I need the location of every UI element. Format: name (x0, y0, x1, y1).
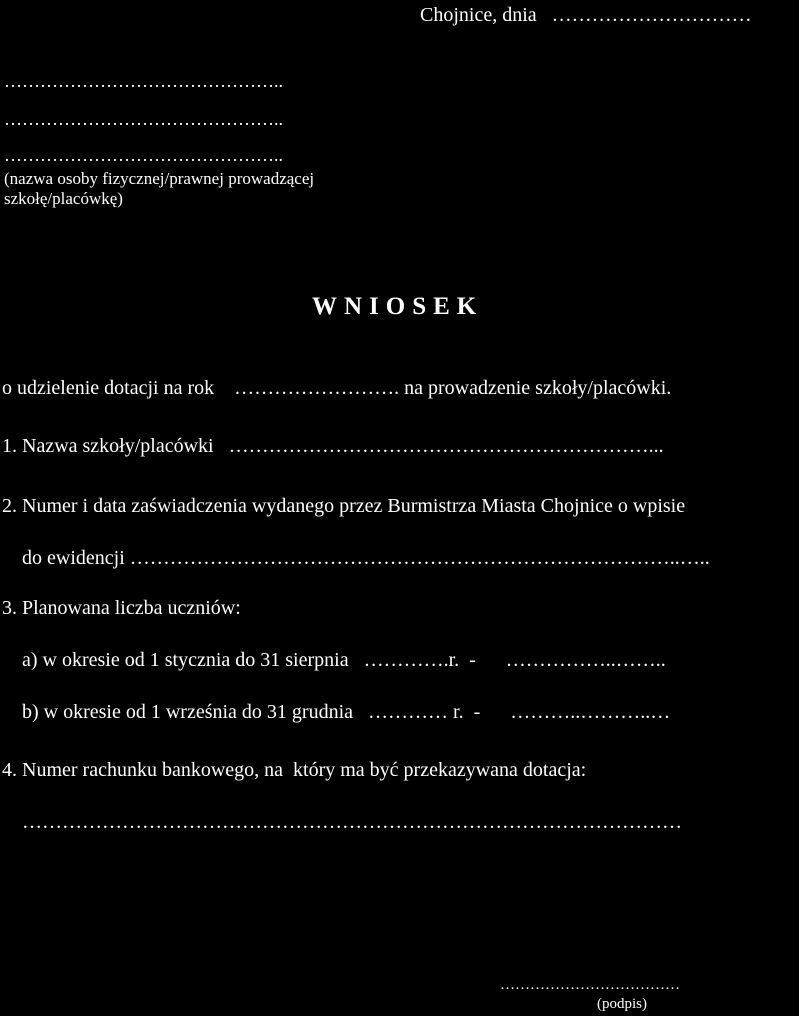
signature-caption: (podpis) (597, 996, 647, 1012)
item-4-dotted-line: ……………………………………………………………………………………… (22, 811, 682, 833)
item-3a-line: a) w okresie od 1 stycznia do 31 sierpnia ………….r. - ……………..…….. (22, 649, 666, 671)
applicant-dotted-line-3: ……………………………………….. (4, 145, 283, 165)
intro-line: o udzielenie dotacji na rok ……………………. na prowadzenie szkoły/placówki. (2, 377, 672, 399)
applicant-caption-line-2: szkołę/placówkę) (4, 189, 123, 208)
applicant-caption-line-1: (nazwa osoby fizycznej/prawnej prowadzącej (4, 169, 315, 188)
document-title: WNIOSEK (312, 293, 484, 320)
item-4-heading: 4. Numer rachunku bankowego, na który ma być przekazywana dotacja: (2, 759, 587, 781)
applicant-dotted-line-1: ……………………………………….. (4, 71, 283, 91)
item-3b-line: b) w okresie od 1 września do 31 grudnia ………… r. - ………..………..… (22, 701, 671, 723)
place-date-line: Chojnice, dnia ………………………… (420, 4, 752, 26)
signature-dotted-line: ……………………………… (500, 977, 680, 993)
item-2-line-1: 2. Numer i data zaświadczenia wydanego przez Burmistrza Miasta Chojnice o wpisie (2, 495, 686, 517)
item-3-heading: 3. Planowana liczba uczniów: (2, 597, 241, 619)
item-1-school-name: 1. Nazwa szkoły/placówki ………………………………………………………... (2, 435, 664, 457)
item-2-line-2: do ewidencji ………………………………………………………………………..….. (22, 547, 710, 569)
applicant-dotted-line-2: ……………………………………….. (4, 109, 283, 129)
